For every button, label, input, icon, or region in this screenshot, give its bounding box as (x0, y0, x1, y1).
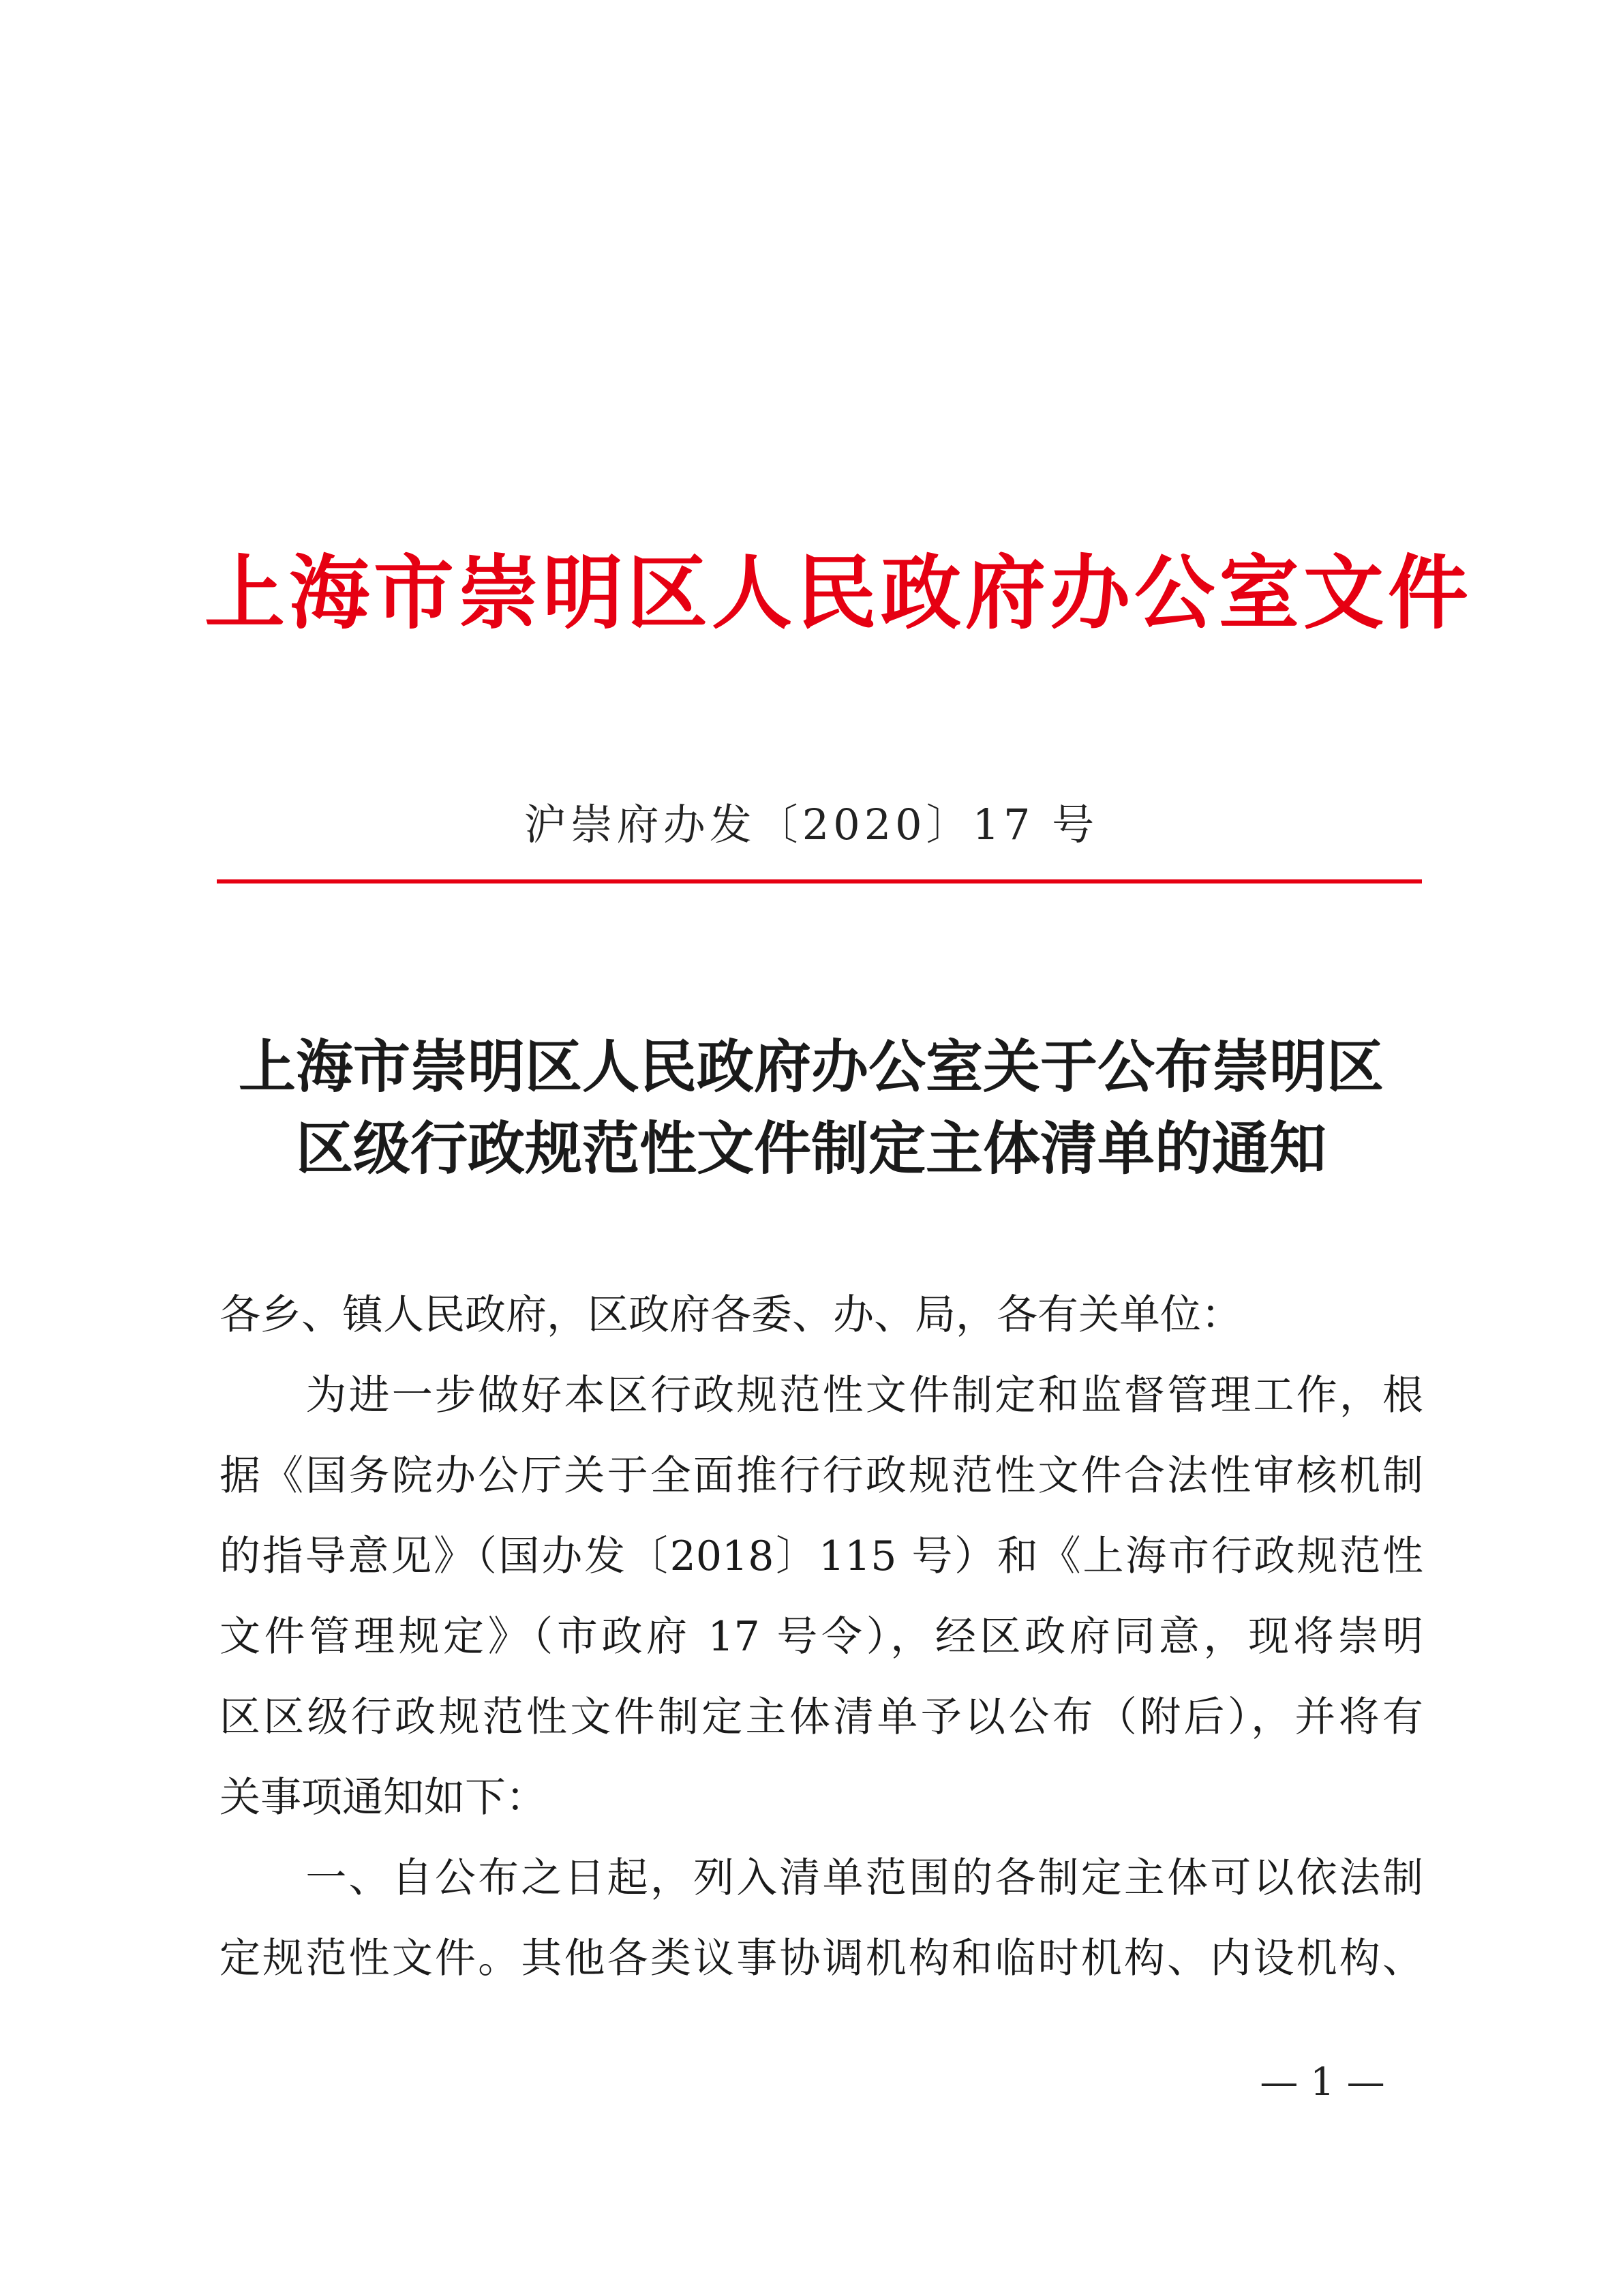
page-number: — 1 — (1260, 2060, 1385, 2104)
body-line: 的指导意见》（国办发〔2018〕115 号）和《上海市行政规范性 (219, 1532, 1423, 1580)
red-divider-line (217, 879, 1422, 883)
body-line: 一、自公布之日起，列入清单范围的各制定主体可以依法制 (219, 1854, 1423, 1902)
body-line: 区区级行政规范性文件制定主体清单予以公布（附后），并将有 (219, 1693, 1423, 1741)
document-body (219, 1275, 1423, 1999)
document-title-line: 区级行政规范性文件制定主体清单的通知 (295, 1115, 1326, 1182)
document-number: 沪崇府办发〔2020〕17 号 (524, 800, 1099, 849)
document-title-line: 上海市崇明区人民政府办公室关于公布崇明区 (238, 1033, 1384, 1100)
salutation-line: 各乡、镇人民政府，区政府各委、办、局，各有关单位： (219, 1291, 1242, 1339)
body-line: 为进一步做好本区行政规范性文件制定和监督管理工作，根 (219, 1372, 1423, 1419)
masthead-title: 上海市崇明区人民政府办公室文件 (204, 545, 1473, 640)
document-title (204, 1026, 1418, 1190)
body-line: 关事项通知如下： (219, 1774, 547, 1822)
body-line: 定规范性文件。其他各类议事协调机构和临时机构、内设机构、 (219, 1935, 1423, 1982)
body-line: 据《国务院办公厅关于全面推行行政规范性文件合法性审核机制 (219, 1452, 1423, 1500)
body-line: 文件管理规定》（市政府 17 号令），经区政府同意，现将崇明 (219, 1613, 1423, 1661)
